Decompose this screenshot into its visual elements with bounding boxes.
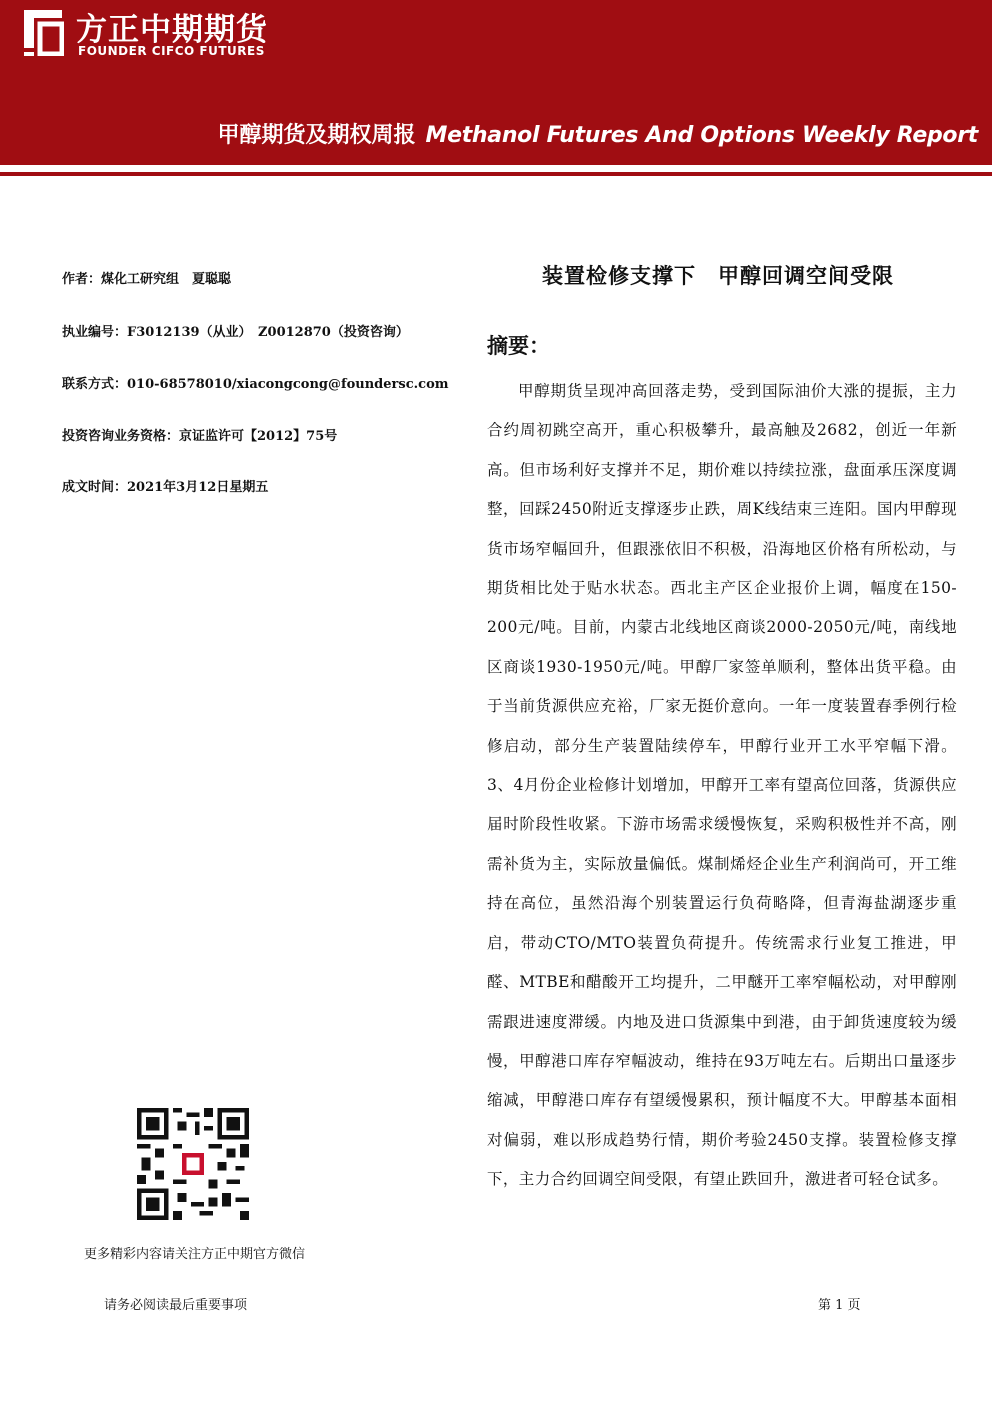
page-title: 装置检修支撑下 甲醇回调空间受限 (542, 264, 894, 288)
author-line: 作者：煤化工研究组 夏聪聪 (62, 272, 232, 287)
founder-logo-icon (22, 8, 64, 56)
report-title (217, 118, 978, 149)
license-line: 执业编号：F3012139（从业） Z0012870（投资咨询） (62, 325, 409, 340)
header-banner (0, 0, 992, 165)
qr-code-icon[interactable] (137, 1108, 249, 1220)
header-divider (0, 172, 992, 176)
report-title-cn: 甲醇期货及期权周报 (217, 123, 416, 148)
report-title-en: Methanol Futures And Options Weekly Report (425, 123, 978, 148)
date-line: 成文时间：2021年3月12日星期五 (62, 480, 269, 495)
logo-cn-text: 方正中期期货 (76, 12, 268, 48)
page-number: 第 1 页 (818, 1298, 861, 1313)
contact-line[interactable]: 联系方式：010-68578010/xiacongcong@foundersc.com (62, 377, 449, 392)
footer-disclaimer: 请务必阅读最后重要事项 (104, 1298, 248, 1313)
abstract-heading: 摘要： (487, 334, 550, 358)
abstract-body: 甲醇期货呈现冲高回落走势，受到国际油价大涨的提振，主力合约周初跳空高开，重心积极攀升，最高触及2682，创近一年新高。但市场利好支撑并不足，期价难以持续拉涨，盘面承压深度调整，回踩2450附近支撑逐步止跌，周K线结束三连阳。国内甲醇现货市场窄幅回升，但跟涨依旧不积极，沿海地区价格有所松动，与期货相比处于贴水状态。西北主产区企业报价上调，幅度在150-200元/吨。目前，内蒙古北线地区商谈2000-2050元/吨，南线地区商谈1930-1950元/吨。甲醇厂家签单顺利，整体出货平稳。由于当前货源供应充裕，厂家无挺价意向。一年一度装置春季例行检修启动，部分生产装置陆续停车，甲醇行业开工水平窄幅下滑。3、4月份企业检修计划增加，甲醇开工率有望高位回落，货源供应届时阶段性收紧。下游市场需求缓慢恢复，采购积极性并不高，刚需补货为主，实际放量偏低。煤制烯烃企业生产利润尚可，开工维持在高位，虽然沿海个别装置运行负荷略降，但青海盐湖逐步重启，带动CTO/MTO装置负荷提升。传统需求行业复工推进，甲醛、MTBE和醋酸开工均提升，二甲醚开工率窄幅松动，对甲醇刚需跟进速度滞缓。内地及进口货源集中到港，由于卸货速度较为缓慢，甲醇港口库存窄幅波动，维持在93万吨左右。后期出口量逐步缩减，甲醇港口库存有望缓慢累积，预计幅度不大。甲醇基本面相对偏弱，难以形成趋势行情，期价考验2450支撑。装置检修支撑下，主力合约回调空间受限，有望止跌回升，激进者可轻仓试多。 (487, 382, 957, 1189)
qualification-line: 投资咨询业务资格：京证监许可【2012】75号 (62, 429, 338, 444)
qr-caption: 更多精彩内容请关注方正中期官方微信 (84, 1247, 306, 1262)
logo-en-text: FOUNDER CIFCO FUTURES (78, 44, 265, 58)
